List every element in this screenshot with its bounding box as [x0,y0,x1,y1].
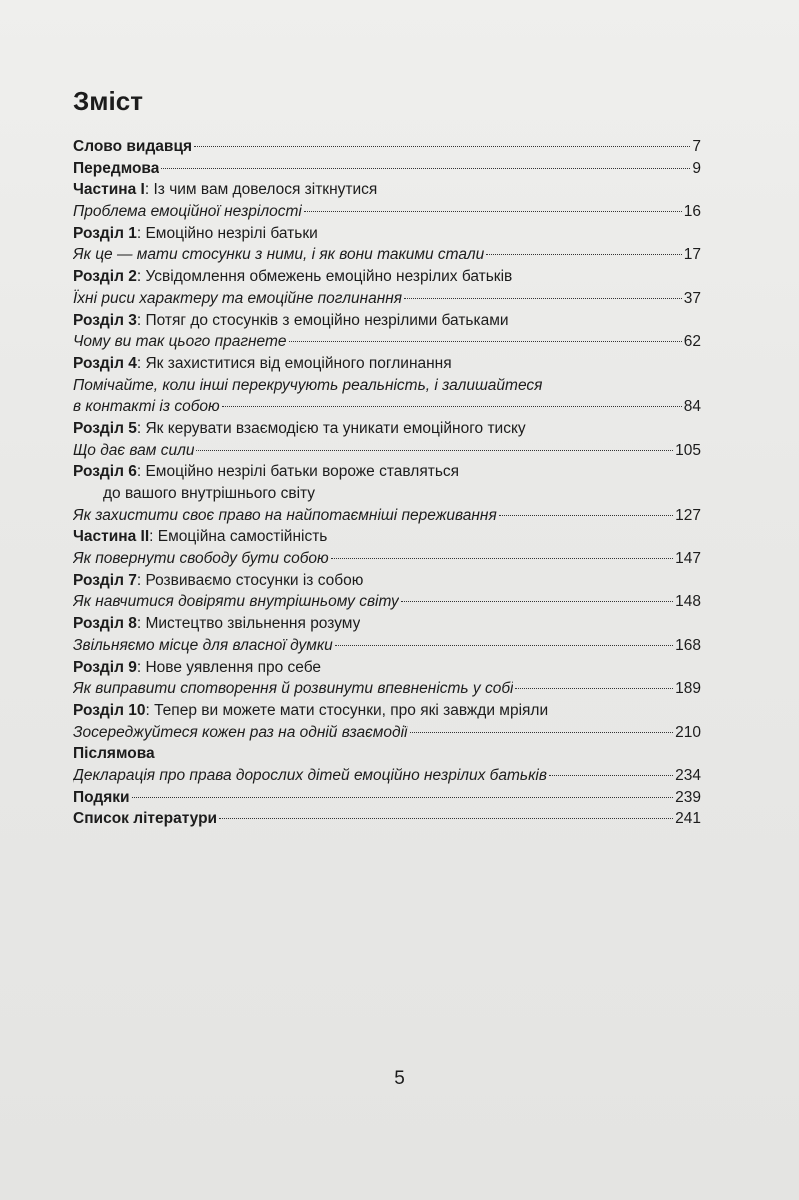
toc-entry-title [73,158,159,180]
toc-page-number: 239 [675,788,701,806]
toc-entry-title [73,353,452,375]
toc-entry-text: : Як керувати взаємодією та уникати емоційного тиску [136,419,526,437]
toc-entry-label: Розділ 2 [73,268,137,286]
toc-entry-label: Розділ 8 [73,615,137,633]
toc-entry [73,635,701,657]
toc-entry-title [73,310,509,332]
toc-entry-text: Звільняємо місце для власної думки [73,636,333,654]
toc-entry [73,613,701,635]
toc-page-number: 9 [692,159,701,177]
toc-entry [73,201,701,223]
toc-entry [73,288,701,310]
toc-entry-title [73,418,526,440]
dot-leader [499,515,673,516]
page-number: 5 [394,1068,405,1089]
toc-entry [73,483,701,505]
toc-entry-text: : Нове уявлення про себе [136,658,322,676]
toc-entry-title [73,396,220,418]
toc-page-number: 84 [683,398,701,416]
toc-entry-title [73,244,484,266]
toc-entry-title [73,201,302,223]
toc-entry-title [103,483,315,505]
dot-leader [401,601,673,602]
toc-entry-title [73,548,329,570]
toc-entry-title [73,440,194,462]
toc-entry-text: Що дає вам сили [73,441,195,459]
toc-entry-title [73,179,377,201]
toc-entry [73,787,701,809]
toc-page-number: 147 [675,550,701,568]
toc-entry-text: Декларація про права дорослих дітей емоційно незрілих батьків [73,766,547,784]
toc-entry [73,223,701,245]
toc-entry-label: Частина II [73,528,150,546]
toc-entry [73,808,701,830]
toc-entry-title [73,570,363,592]
toc-page-number: 7 [692,138,701,155]
toc-entry-text: : Усвідомлення обмежень емоційно незрілих батьків [136,268,513,286]
toc-entry-title [73,331,287,353]
toc-entry-text: : Розвиваємо стосунки із собою [136,571,364,589]
toc-entry [73,179,701,201]
toc-entry [73,310,701,332]
toc-entry-label: Подяки [73,788,130,806]
toc-entry-title [73,591,399,613]
toc-entry [73,722,701,744]
table-of-contents [73,136,701,830]
dot-leader [410,732,674,733]
toc-page-number: 37 [683,289,701,307]
toc-entry [73,570,701,592]
toc-entry-text: до вашого внутрішнього світу [103,485,316,502]
toc-entry-title [73,657,321,679]
toc-entry-title [73,505,497,527]
toc-entry-title [73,375,542,397]
toc-entry [73,396,701,418]
toc-entry-title [73,787,130,809]
toc-entry [73,375,701,397]
dot-leader [486,254,682,255]
toc-entry-text: Зосереджуйтеся кожен раз на одній взаємодії [73,723,408,741]
toc-page-number: 62 [683,333,701,351]
toc-entry [73,331,701,353]
toc-entry-label: Розділ 10 [73,701,146,719]
toc-entry-title [73,678,513,700]
toc-entry-text: Як виправити спотворення й розвинути впевненість у собі [73,680,514,698]
toc-entry-text: Як повернути свободу бути собою [73,550,329,568]
toc-entry-label: Частина I [73,181,145,199]
toc-entry-text: Чому ви так цього прагнете [73,333,287,351]
toc-entry [73,743,701,765]
toc-entry-text: Як навчитися довіряти внутрішньому світу [73,593,399,611]
dot-leader [194,146,690,147]
toc-entry [73,440,701,462]
toc-entry-title [73,136,192,158]
toc-entry-label: Розділ 7 [73,571,137,589]
toc-entry-title [73,765,547,787]
toc-entry-title [73,613,360,635]
toc-page-number: 168 [675,636,701,654]
toc-entry-text: : Емоційно незрілі батьки [136,224,318,242]
toc-entry [73,158,701,180]
toc-page-number: 105 [675,441,701,459]
toc-entry [73,505,701,527]
toc-entry-text: : Тепер ви можете мати стосунки, про які завжди мріяли [145,701,549,719]
dot-leader [335,645,673,646]
toc-entry-label: Розділ 1 [73,224,137,242]
toc-entry-title [73,223,318,245]
toc-entry-text: Проблема емоційної незрілості [73,203,302,221]
toc-page-number: 189 [675,680,701,698]
dot-leader [404,298,682,299]
toc-entry [73,244,701,266]
toc-entry-text: Як захистити своє право на найпотаємніші переживання [73,506,497,524]
toc-page-number: 148 [675,593,701,611]
toc-page-number: 16 [683,203,701,221]
dot-leader [549,775,673,776]
toc-entry [73,526,701,548]
toc-entry [73,700,701,722]
toc-entry-text: : Емоційна самостійність [149,528,328,546]
dot-leader [219,818,673,819]
toc-entry-text: : Емоційно незрілі батьки вороже ставляться [136,463,460,481]
toc-entry-text: : Із чим вам довелося зіткнутися [144,181,378,199]
toc-entry-label: Розділ 6 [73,463,137,481]
toc-entry-text: : Потяг до стосунків з емоційно незрілими батьками [136,311,509,329]
toc-entry-text: Помічайте, коли інші перекручують реальність, і залишайтеся [73,376,543,394]
dot-leader [222,406,682,407]
toc-entry-label: Розділ 9 [73,658,137,676]
dot-leader [196,450,673,451]
toc-entry [73,678,701,700]
toc-page-number: 17 [683,246,701,264]
toc-entry-text: Їхні риси характеру та емоційне поглинання [73,289,403,307]
toc-page-number: 234 [675,766,701,784]
toc-entry-title [73,266,512,288]
toc-entry [73,765,701,787]
dot-leader [304,211,682,212]
toc-entry [73,548,701,570]
dot-leader [132,797,674,798]
toc-entry-title [73,461,459,483]
toc-entry-title [73,700,548,722]
toc-entry-title [73,526,327,548]
toc-entry-text: : Як захиститися від емоційного поглинання [136,354,452,372]
toc-entry [73,136,701,158]
dot-leader [515,688,673,689]
toc-entry-label: Слово видавця [73,138,193,155]
toc-entry-title [73,722,408,744]
toc-entry [73,418,701,440]
toc-entry-title [73,808,217,830]
toc-entry-label: Розділ 5 [73,419,137,437]
toc-entry-label: Передмова [73,159,160,177]
contents-title: Зміст [73,86,143,116]
toc-entry [73,353,701,375]
toc-entry [73,266,701,288]
toc-entry [73,591,701,613]
toc-entry-title [73,743,155,765]
dot-leader [289,341,682,342]
toc-entry-text: : Мистецтво звільнення розуму [136,615,361,633]
toc-page-number: 241 [675,810,701,828]
dot-leader [161,168,690,169]
toc-entry [73,657,701,679]
toc-page-number: 127 [675,506,701,524]
toc-entry-label: Післямова [73,745,155,763]
toc-entry-label: Розділ 4 [73,354,137,372]
dot-leader [331,558,673,559]
toc-entry-label: Розділ 3 [73,311,137,329]
toc-entry-title [73,635,333,657]
toc-entry-text: Як це — мати стосунки з ними, і як вони такими стали [73,246,485,264]
toc-entry-text: в контакті із собою [73,398,220,416]
toc-entry [73,461,701,483]
toc-entry-label: Список літератури [73,810,218,828]
toc-entry-title [73,288,402,310]
toc-page-number: 210 [675,723,701,741]
